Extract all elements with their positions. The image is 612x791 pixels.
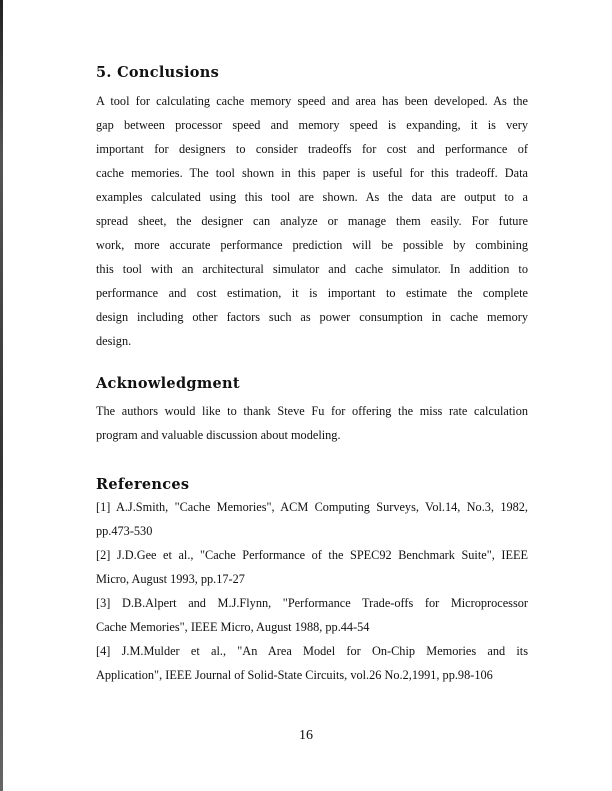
text-line: design including other factors such as power consumption in cache memory xyxy=(96,310,528,324)
text-line: this tool with an architectural simulator and cache simulator. In addition to xyxy=(96,262,528,276)
text-line: pp.473-530 xyxy=(96,524,153,538)
text-line: gap between processor speed and memory speed is expanding, it is very xyxy=(96,118,528,132)
conclusions-paragraph xyxy=(96,89,528,353)
scan-edge xyxy=(0,0,3,791)
text-line: A tool for calculating cache memory speed and area has been developed. As the xyxy=(96,94,528,108)
text-line: [1] A.J.Smith, "Cache Memories", ACM Computing Surveys, Vol.14, No.3, 1982, xyxy=(96,500,528,514)
text-line: The authors would like to thank Steve Fu for offering the miss rate calculation xyxy=(96,404,528,418)
text-line: performance and cost estimation, it is important to estimate the complete xyxy=(96,286,528,300)
text-line: Micro, August 1993, pp.17-27 xyxy=(96,572,245,586)
text-line: [4] J.M.Mulder et al., "An Area Model for On-Chip Memories and its xyxy=(96,644,528,658)
text-line: design. xyxy=(96,334,132,348)
text-line: spread sheet, the designer can analyze or manage them easily. For future xyxy=(96,214,528,228)
page-number: 16 xyxy=(299,728,313,743)
text-line: examples calculated using this tool are shown. As the data are output to a xyxy=(96,190,528,204)
text-line: [3] D.B.Alpert and M.J.Flynn, "Performance Trade-offs for Microprocessor xyxy=(96,596,528,610)
references-list xyxy=(96,495,528,687)
text-line: program and valuable discussion about modeling. xyxy=(96,428,341,442)
text-line: Cache Memories", IEEE Micro, August 1988, pp.44-54 xyxy=(96,620,370,634)
text-line: important for designers to consider tradeoffs for cost and performance of xyxy=(96,142,528,156)
acknowledgment-paragraph xyxy=(96,399,528,447)
text-line: work, more accurate performance prediction will be possible by combining xyxy=(96,238,528,252)
references-heading: References xyxy=(96,476,190,493)
reference-item xyxy=(96,591,528,639)
reference-item xyxy=(96,639,528,687)
reference-item xyxy=(96,495,528,543)
conclusions-heading: 5. Conclusions xyxy=(96,64,220,81)
text-line: Application", IEEE Journal of Solid-State Circuits, vol.26 No.2,1991, pp.98-106 xyxy=(96,668,493,682)
reference-item xyxy=(96,543,528,591)
text-line: [2] J.D.Gee et al., "Cache Performance of the SPEC92 Benchmark Suite", IEEE xyxy=(96,548,528,562)
acknowledgment-heading: Acknowledgment xyxy=(96,375,240,392)
text-line: cache memories. The tool shown in this paper is useful for this tradeoff. Data xyxy=(96,166,528,180)
